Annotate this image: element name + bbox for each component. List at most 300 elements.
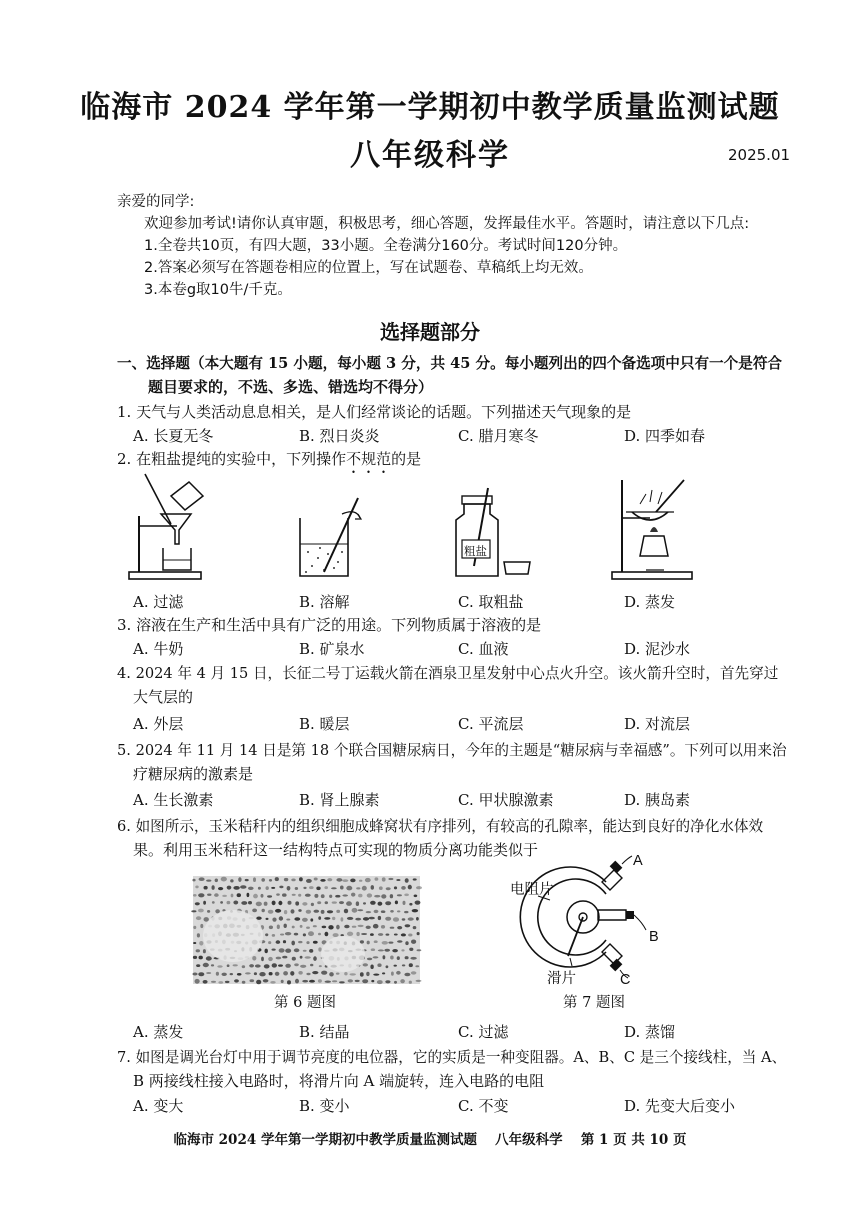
micrograph-pore	[344, 909, 348, 914]
micrograph-pore	[285, 932, 291, 935]
micrograph-pore	[408, 934, 412, 937]
micrograph-pore	[356, 932, 359, 936]
micrograph-pore	[264, 964, 270, 968]
micrograph-pore	[211, 981, 216, 983]
micrograph-pore	[291, 879, 295, 882]
micrograph-pore	[378, 949, 384, 951]
micrograph-pore	[381, 925, 385, 929]
micrograph-pore	[203, 963, 209, 967]
micrograph-pore	[191, 910, 196, 912]
micrograph-pore	[204, 886, 208, 890]
micrograph-pore	[377, 963, 381, 967]
micrograph-pore	[332, 917, 335, 920]
q1-option-a[interactable]: A. 长夏无冬	[133, 427, 214, 445]
micrograph-pore	[298, 894, 301, 897]
micrograph-pore	[298, 909, 301, 912]
micrograph-pore	[192, 879, 195, 882]
micrograph-pore	[198, 972, 204, 976]
micrograph-pore	[287, 980, 291, 984]
micrograph-pore	[340, 886, 344, 890]
micrograph-pore	[413, 878, 417, 880]
micrograph-pore	[381, 894, 386, 898]
part1-heading-line1: 一、选择题（本大题有 15 小题，每小题 3 分，共 45 分。每小题列出的四个备选项中只有一个是符合	[117, 355, 783, 372]
micrograph-pore	[216, 972, 219, 976]
micrograph-pore	[250, 979, 255, 982]
micrograph-pore	[390, 956, 394, 960]
q4-option-b[interactable]: B. 暖层	[299, 715, 350, 733]
micrograph-pore	[310, 964, 313, 967]
micrograph-pore	[329, 895, 332, 898]
micrograph-pore	[310, 918, 313, 921]
micrograph-pore	[286, 919, 290, 921]
micrograph-pore	[393, 917, 399, 922]
micrograph-pore	[390, 910, 394, 913]
micrograph-pore	[311, 903, 314, 906]
micrograph-pore	[369, 917, 375, 920]
micrograph-pore	[253, 894, 258, 899]
micrograph-pore	[206, 972, 211, 974]
micrograph-pore	[303, 887, 306, 889]
micrograph-pore	[360, 972, 364, 976]
micrograph-pore	[248, 887, 254, 890]
micrograph-pore	[324, 917, 330, 920]
micrograph-pore	[275, 909, 281, 913]
micrograph-pore	[309, 886, 314, 889]
micrograph-pore	[370, 901, 376, 905]
micrograph-pore	[298, 971, 302, 975]
micrograph-pore	[329, 972, 334, 976]
micrograph-pore	[272, 901, 276, 906]
micrograph-pore	[373, 974, 379, 976]
micrograph-pore	[265, 933, 268, 936]
micrograph-pore	[374, 895, 380, 898]
micrograph-pore	[214, 893, 219, 897]
micrograph-pore	[264, 902, 268, 906]
q6-option-b[interactable]: B. 结晶	[299, 1023, 350, 1041]
q5-option-c[interactable]: C. 甲状腺激素	[458, 791, 554, 809]
micrograph-pore	[408, 885, 412, 890]
micrograph-pore	[230, 973, 233, 975]
micrograph-pore	[269, 972, 273, 975]
micrograph-pore	[405, 924, 411, 927]
micrograph-pore	[363, 917, 369, 921]
micrograph-pore	[245, 972, 251, 974]
micrograph-pore	[382, 941, 388, 945]
micrograph-pore	[411, 940, 416, 944]
micrograph-pore	[347, 932, 353, 936]
q3-option-c[interactable]: C. 血液	[458, 640, 509, 658]
micrograph-pore	[259, 972, 265, 976]
micrograph-pore	[302, 980, 308, 983]
q2-stem-pre: 2. 在粗盐提纯的实验中，下列操作	[117, 450, 347, 468]
micrograph-pore	[206, 880, 211, 882]
micrograph-pore	[306, 973, 310, 975]
micrograph-pore	[261, 957, 264, 962]
micrograph-pore	[385, 901, 391, 905]
micrograph-pore	[227, 886, 232, 890]
micrograph-pore	[268, 910, 274, 914]
micrograph-pore	[365, 878, 371, 882]
micrograph-pore	[212, 901, 215, 904]
micrograph-pore	[344, 925, 349, 929]
micrograph-pore	[290, 971, 294, 976]
micrograph-pore	[218, 981, 223, 984]
micrograph-pore	[215, 909, 220, 913]
notes-line1: 欢迎参加考试!请你认真审题，积极思考，细心答题，发挥最佳水平。答题时，请注意以下几点:	[144, 216, 750, 232]
q6-option-d[interactable]: D. 蒸馏	[624, 1023, 676, 1041]
micrograph-pore	[275, 972, 280, 976]
micrograph-pore	[288, 901, 292, 905]
micrograph-pore	[416, 886, 422, 889]
micrograph-pore	[400, 979, 405, 983]
micrograph-pore	[395, 901, 398, 905]
q2-option-a[interactable]: A. 过滤	[133, 593, 184, 611]
micrograph-pore	[306, 910, 311, 914]
micrograph-pore	[287, 886, 291, 891]
micrograph-pore	[203, 901, 206, 905]
q6-option-c[interactable]: C. 过滤	[458, 1023, 509, 1041]
micrograph-pore	[339, 981, 345, 983]
micrograph-pore	[413, 926, 417, 929]
micrograph-pore	[266, 918, 269, 920]
micrograph-pore	[196, 916, 201, 920]
micrograph-pore	[347, 917, 353, 920]
q1-stem: 1. 天气与人类活动息息相关，是人们经常谈论的话题。下列描述天气现象的是	[117, 403, 632, 421]
page-footer: 临海市 2024 学年第一学期初中教学质量监测试题 八年级科学 第 1 页 共 10 页	[173, 1132, 687, 1148]
micrograph-pore	[412, 909, 418, 912]
dissolving-beaker-illustration	[296, 492, 366, 582]
micrograph-pore	[394, 981, 397, 984]
micrograph-pore	[402, 964, 405, 966]
micrograph-pore	[203, 949, 206, 953]
q6-stem-line2: 果。利用玉米秸秆这一结构特点可实现的物质分离功能类似于	[133, 841, 539, 859]
evaporation-apparatus-illustration	[610, 470, 696, 582]
micrograph-pore	[279, 916, 283, 920]
micrograph-pore	[217, 965, 222, 967]
micrograph-pore	[295, 979, 299, 984]
q7-label-slider: 滑片	[547, 971, 576, 987]
micrograph-pore	[366, 911, 372, 913]
micrograph-pore	[195, 979, 200, 984]
micrograph-pore	[401, 949, 404, 951]
micrograph-pore	[405, 941, 408, 945]
micrograph-pore	[358, 894, 362, 898]
micrograph-pore	[390, 894, 393, 898]
micrograph-pore	[318, 979, 322, 982]
micrograph-pore	[342, 894, 348, 896]
q6-figure-caption: 第 6 题图	[274, 995, 336, 1011]
micrograph-pore	[371, 948, 375, 951]
micrograph-pore	[355, 918, 361, 921]
q4-option-a[interactable]: A. 外层	[133, 715, 184, 733]
micrograph-pore	[404, 894, 409, 897]
micrograph-pore	[265, 949, 268, 954]
micrograph-pore	[276, 940, 281, 944]
micrograph-pore	[402, 918, 406, 920]
micrograph-pore	[222, 895, 227, 897]
q7-label-b: B	[649, 929, 659, 945]
micrograph-pore	[415, 965, 419, 967]
micrograph-pore	[384, 949, 390, 952]
micrograph-pore	[218, 887, 223, 890]
micrograph-pore	[350, 973, 356, 975]
micrograph-pore	[318, 947, 321, 951]
micrograph-pore	[325, 932, 329, 937]
micrograph-pore	[366, 926, 371, 929]
micrograph-pore	[321, 910, 325, 914]
micrograph-pore	[313, 941, 318, 944]
q1-option-b[interactable]: B. 烈日炎炎	[299, 427, 380, 445]
micrograph-pore	[225, 981, 230, 983]
micrograph-pore	[339, 901, 344, 904]
micrograph-pore	[341, 917, 344, 921]
micrograph-pore	[404, 911, 408, 913]
micrograph-pore	[362, 886, 367, 891]
micrograph-pore	[409, 948, 413, 951]
q5-option-a[interactable]: A. 生长激素	[133, 791, 214, 809]
exam-date: 2025.01	[728, 146, 791, 164]
micrograph-pore	[306, 927, 310, 929]
salt-jar-illustration	[450, 486, 540, 582]
q7-figure-caption: 第 7 题图	[563, 995, 625, 1011]
micrograph-pore	[197, 933, 200, 937]
notes-line3: 2.答案必须写在答题卷相应的位置上，写在试题卷、草稿纸上均无效。	[144, 260, 593, 276]
q5-option-d[interactable]: D. 胰岛素	[624, 791, 691, 809]
micrograph-pore	[336, 925, 340, 930]
micrograph-pore	[305, 894, 311, 897]
micrograph-pore	[262, 909, 265, 912]
potentiometer-diagram	[528, 852, 668, 984]
micrograph-pore	[291, 909, 295, 913]
notes-line4: 3.本卷g取10牛/千克。	[144, 282, 292, 298]
q1-option-c[interactable]: C. 腊月寒冬	[458, 427, 539, 445]
micrograph-pore	[415, 901, 421, 905]
notes-greeting: 亲爱的同学:	[117, 194, 195, 210]
micrograph-pore	[378, 902, 383, 906]
q4-stem-line2: 大气层的	[133, 688, 194, 706]
micrograph-pore	[392, 949, 398, 952]
micrograph-pore	[203, 980, 208, 984]
micrograph-pore	[409, 903, 412, 906]
part1-heading-line2: 题目要求的，不选、多选、错选均不得分）	[148, 378, 434, 396]
micrograph-pore	[195, 886, 198, 889]
micrograph-pore	[373, 924, 379, 929]
q3-option-b[interactable]: B. 矿泉水	[299, 640, 365, 658]
q7-option-a[interactable]: A. 变大	[133, 1097, 184, 1115]
micrograph-pore	[394, 934, 398, 936]
micrograph-pore	[220, 901, 223, 904]
q1-option-d[interactable]: D. 四季如春	[624, 427, 706, 445]
micrograph-pore	[295, 901, 299, 905]
micrograph-pore	[408, 917, 414, 920]
micrograph-pore	[314, 910, 320, 913]
micrograph-pore	[313, 925, 317, 927]
micrograph-pore	[195, 902, 200, 905]
micrograph-pore	[233, 886, 239, 890]
micrograph-pore	[306, 941, 309, 944]
q6-stem-line1: 6. 如图所示，玉米秸秆内的组织细胞成蜂窝状有序排列，有较高的孔隙率，能达到良好的净化水体效	[117, 818, 764, 835]
q4-option-d[interactable]: D. 对流层	[624, 715, 691, 733]
micrograph-pore	[237, 893, 241, 897]
micrograph-pore	[221, 877, 227, 882]
q6-option-a[interactable]: A. 蒸发	[133, 1023, 184, 1041]
micrograph-pore	[318, 933, 321, 936]
micrograph-pore	[404, 973, 410, 977]
micrograph-pore	[403, 901, 406, 905]
micrograph-pore	[240, 885, 246, 889]
q7-label-c: C	[620, 972, 631, 988]
micrograph-pore	[383, 955, 386, 959]
micrograph-pore	[267, 895, 272, 897]
micrograph-pore	[367, 958, 372, 961]
micrograph-pore	[207, 910, 210, 913]
micrograph-pore	[277, 925, 280, 930]
micrograph-pore	[367, 893, 372, 897]
micrograph-pore	[366, 972, 369, 976]
micrograph-pore	[316, 887, 320, 891]
micrograph-pore	[270, 981, 275, 984]
micrograph-pore	[198, 909, 204, 913]
micrograph-pore	[268, 957, 273, 961]
micrograph-pore	[405, 878, 409, 883]
micrograph-pore	[284, 924, 287, 928]
q2-option-c[interactable]: C. 取粗盐	[458, 593, 524, 611]
micrograph-pore	[282, 893, 287, 896]
micrograph-pore	[371, 885, 374, 890]
q4-stem-line1: 4. 2024 年 4 月 15 日，长征二号丁运载火箭在酒泉卫星发射中心点火升空。该火箭升空时，首先穿过	[117, 665, 779, 682]
q7-option-c[interactable]: C. 不变	[458, 1097, 509, 1115]
micrograph-pore	[298, 941, 302, 943]
micrograph-pore	[388, 878, 393, 880]
micrograph-pore	[355, 980, 360, 982]
micrograph-pore	[386, 934, 390, 936]
micrograph-pore	[377, 980, 383, 984]
q7-stem-line1: 7. 如图是调光台灯中用于调节亮度的电位器，它的实质是一种变阻器。A、B、C 是三个接线柱，当 A、	[117, 1049, 787, 1066]
micrograph-pore	[335, 895, 340, 898]
micrograph-pore	[242, 965, 245, 968]
q4-option-c[interactable]: C. 平流层	[458, 715, 524, 733]
micrograph-pore	[401, 933, 406, 936]
micrograph-pore	[215, 879, 218, 883]
micrograph-pore	[234, 979, 239, 982]
micrograph-pore	[281, 980, 284, 983]
micrograph-pore	[362, 979, 368, 983]
micrograph-pore	[227, 964, 230, 967]
q7-option-b[interactable]: B. 变小	[299, 1097, 350, 1115]
q7-option-d[interactable]: D. 先变大后变小	[624, 1097, 736, 1115]
micrograph-pore	[199, 941, 203, 946]
micrograph-pore	[371, 980, 374, 982]
micrograph-pore	[320, 879, 325, 882]
micrograph-pore	[254, 972, 257, 975]
micrograph-pore	[261, 894, 264, 898]
q2-option-d[interactable]: D. 蒸发	[624, 593, 676, 611]
micrograph-pore	[361, 933, 367, 935]
micrograph-pore	[351, 893, 355, 897]
micrograph-pore	[198, 893, 204, 897]
micrograph-pore	[325, 981, 331, 983]
q3-option-a[interactable]: A. 牛奶	[133, 640, 184, 658]
micrograph-pore	[278, 901, 282, 905]
micrograph-pore	[396, 879, 400, 881]
q5-option-b[interactable]: B. 肾上腺素	[299, 791, 380, 809]
micrograph-pore	[352, 908, 358, 913]
micrograph-pore	[374, 910, 379, 913]
micrograph-pore	[279, 948, 285, 952]
micrograph-pore	[305, 956, 311, 958]
micrograph-pore	[386, 887, 391, 890]
micrograph-pore	[363, 963, 368, 966]
q2-option-b[interactable]: B. 溶解	[299, 593, 350, 611]
micrograph-pore	[352, 926, 357, 928]
salt-jar-label: 粗盐	[464, 544, 487, 558]
micrograph-pore	[252, 956, 256, 961]
micrograph-pore	[249, 964, 254, 967]
micrograph-pore	[193, 894, 197, 897]
micrograph-pore	[319, 965, 322, 967]
micrograph-pore	[363, 902, 366, 904]
micrograph-pore	[237, 973, 242, 976]
micrograph-pore	[309, 949, 313, 953]
micrograph-pore	[356, 901, 359, 906]
micrograph-pore	[292, 926, 295, 929]
micrograph-pore	[279, 886, 283, 889]
micrograph-pore	[238, 877, 241, 882]
micrograph-pore	[332, 980, 337, 982]
micrograph-pore	[303, 933, 306, 936]
micrograph-pore	[381, 910, 386, 913]
micrograph-pore	[272, 934, 275, 937]
micrograph-pore	[283, 971, 288, 975]
micrograph-pore	[200, 924, 203, 928]
micrograph-pore	[196, 964, 200, 967]
micrograph-pore	[309, 980, 315, 983]
micrograph-pore	[409, 963, 413, 967]
micrograph-pore	[391, 972, 394, 976]
micrograph-pore	[327, 910, 333, 913]
micrograph-pore	[324, 886, 328, 889]
micrograph-pore	[193, 956, 197, 959]
micrograph-pore	[266, 886, 269, 890]
micrograph-pore	[367, 941, 370, 945]
micrograph-pore	[294, 948, 300, 952]
section-title: 选择题部分	[380, 320, 480, 344]
micrograph-pore	[370, 965, 373, 970]
micrograph-pore	[227, 901, 231, 904]
micrograph-pore	[313, 956, 317, 961]
corn-stalk-micrograph	[193, 876, 420, 984]
q3-option-d[interactable]: D. 泥沙水	[624, 640, 691, 658]
micrograph-pore	[336, 973, 340, 975]
q2-stem-emphasis: 不规范	[346, 450, 392, 468]
micrograph-pore	[292, 957, 296, 961]
micrograph-pore	[256, 902, 262, 907]
micrograph-pore	[314, 894, 318, 898]
micrograph-pore	[350, 879, 355, 883]
micrograph-pore	[199, 877, 205, 881]
micrograph-pore	[302, 918, 308, 922]
q2-stem-post: 的是	[391, 450, 422, 468]
micrograph-pore	[321, 971, 327, 975]
micrograph-pore	[401, 886, 406, 890]
micrograph-pore	[280, 934, 284, 936]
micrograph-pore	[373, 956, 379, 958]
micrograph-pore	[314, 878, 318, 881]
filtration-apparatus-illustration	[125, 470, 205, 582]
micrograph-pore	[386, 965, 389, 968]
micrograph-pore	[331, 887, 337, 889]
micrograph-pore	[283, 940, 286, 943]
